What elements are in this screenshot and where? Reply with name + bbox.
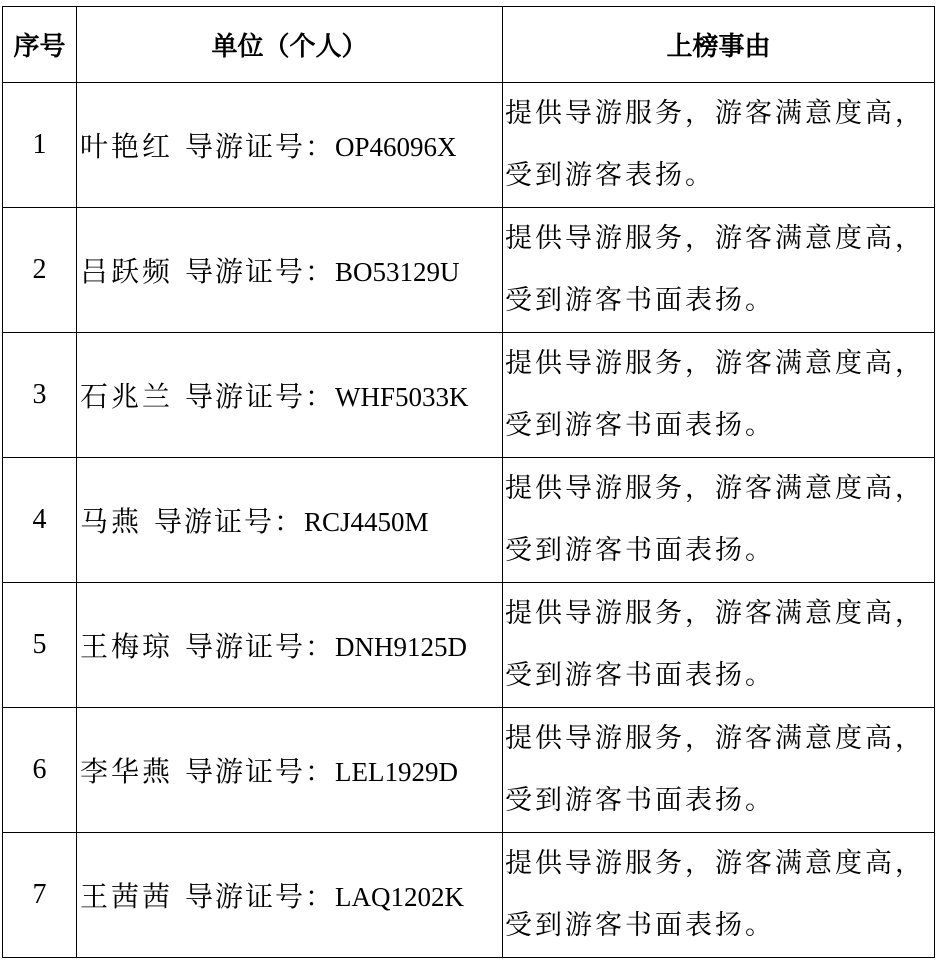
table-row	[3, 458, 935, 583]
row-index: 7	[3, 833, 77, 958]
guide-name: 石兆兰	[80, 380, 174, 413]
reason-cell: 提供导游服务，游客满意度高，受到游客书面表扬。	[503, 583, 935, 708]
guide-name: 叶艳红	[80, 130, 174, 163]
guide-name: 吕跃频	[80, 255, 174, 288]
row-index: 5	[3, 583, 77, 708]
license-number: OP46096X	[335, 132, 457, 162]
license-number: WHF5033K	[335, 382, 469, 412]
license-label: 导游证号：	[185, 380, 336, 413]
license-number: LAQ1202K	[335, 882, 465, 912]
guide-name: 李华燕	[80, 755, 174, 788]
row-index: 4	[3, 458, 77, 583]
guide-name: 王梅琼	[80, 630, 174, 663]
reason-cell: 提供导游服务，游客满意度高，受到游客表扬。	[503, 83, 935, 208]
unit-cell	[77, 833, 503, 958]
row-index: 3	[3, 333, 77, 458]
header-index: 序号	[3, 7, 77, 83]
unit-cell	[77, 708, 503, 833]
unit-cell	[77, 458, 503, 583]
unit-cell	[77, 333, 503, 458]
table-header	[3, 7, 935, 83]
license-number: BO53129U	[335, 257, 460, 287]
table-row	[3, 208, 935, 333]
license-label: 导游证号：	[185, 255, 336, 288]
table-body	[3, 83, 935, 958]
table-row	[3, 583, 935, 708]
header-unit: 单位（个人）	[77, 7, 503, 83]
license-number: LEL1929D	[335, 757, 459, 787]
table-row	[3, 333, 935, 458]
license-label: 导游证号：	[154, 505, 305, 538]
reason-cell: 提供导游服务，游客满意度高，受到游客书面表扬。	[503, 833, 935, 958]
unit-cell	[77, 208, 503, 333]
table-row	[3, 83, 935, 208]
guide-name: 王茜茜	[80, 880, 174, 913]
unit-cell	[77, 83, 503, 208]
row-index: 1	[3, 83, 77, 208]
header-reason: 上榜事由	[503, 7, 935, 83]
reason-cell: 提供导游服务，游客满意度高，受到游客书面表扬。	[503, 333, 935, 458]
unit-cell	[77, 583, 503, 708]
reason-cell: 提供导游服务，游客满意度高，受到游客书面表扬。	[503, 208, 935, 333]
license-label: 导游证号：	[185, 130, 336, 163]
row-index: 2	[3, 208, 77, 333]
row-index: 6	[3, 708, 77, 833]
license-number: DNH9125D	[335, 632, 468, 662]
reason-cell: 提供导游服务，游客满意度高，受到游客书面表扬。	[503, 458, 935, 583]
license-label: 导游证号：	[185, 630, 336, 663]
table-row	[3, 708, 935, 833]
license-label: 导游证号：	[185, 755, 336, 788]
license-label: 导游证号：	[185, 880, 336, 913]
honor-list-table	[2, 6, 935, 958]
table-row	[3, 833, 935, 958]
reason-cell: 提供导游服务，游客满意度高，受到游客书面表扬。	[503, 708, 935, 833]
guide-name: 马燕	[80, 505, 143, 538]
license-number: RCJ4450M	[304, 507, 429, 537]
header-row	[3, 7, 935, 83]
